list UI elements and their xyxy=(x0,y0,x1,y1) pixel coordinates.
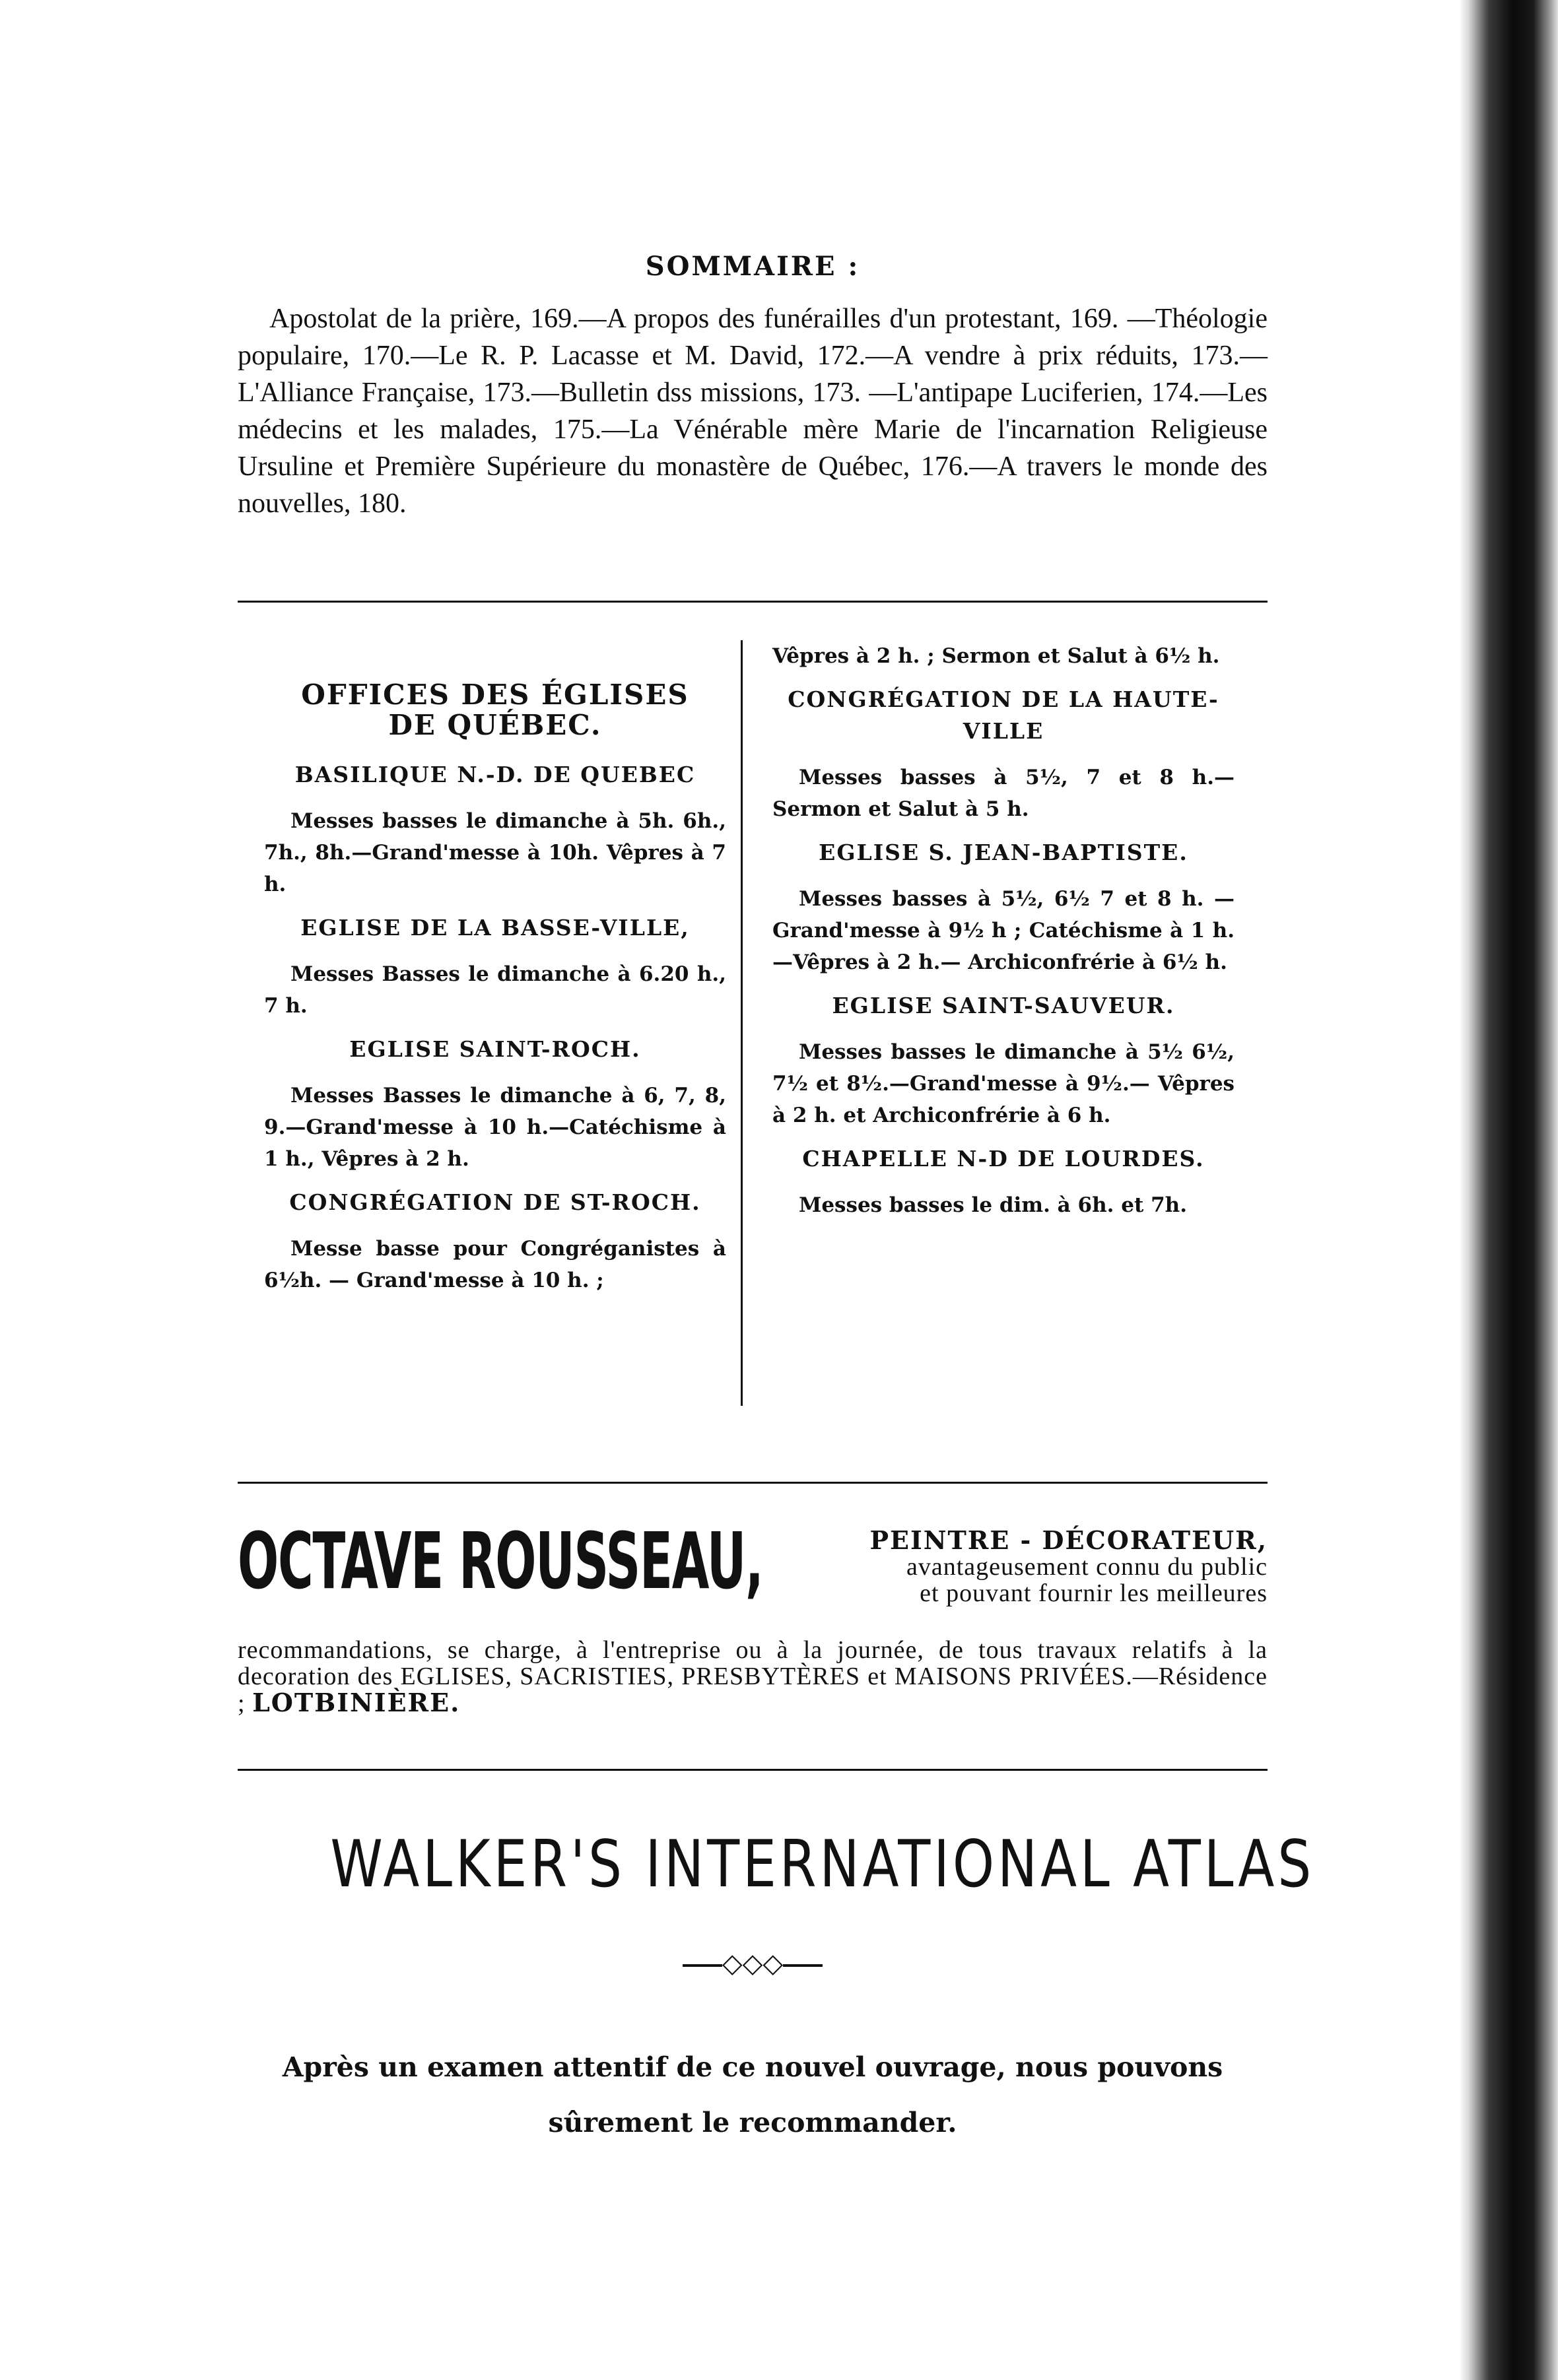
offices-title-line2: DE QUÉBEC. xyxy=(388,709,602,741)
offices-title-line1: OFFICES DES ÉGLISES xyxy=(301,678,689,711)
church-name: EGLISE DE LA BASSE-VILLE, xyxy=(300,915,690,941)
advert-trade: PEINTRE - DÉCORATEUR, xyxy=(869,1525,1268,1555)
advert-octave-rousseau xyxy=(238,1515,1268,1723)
church-schedule: Messes basses à 5½, 6½ 7 et 8 h. —Grand'messe à 9½ h ; Catéchisme à 1 h.—Vêpres à 2 h.— Archiconfrérie à 6½ h. xyxy=(772,887,1235,974)
offices-right-column xyxy=(772,640,1235,1233)
advert-residence: LOTBINIÈRE. xyxy=(252,1688,461,1717)
sommaire-title: SOMMAIRE : xyxy=(645,251,860,282)
advert-tagline xyxy=(766,1527,1268,1606)
offices-title xyxy=(264,680,726,741)
advert-body xyxy=(238,1637,1268,1717)
advert-body-text: recommandations, se charge, à l'entreprise ou à la journée, de tous travaux relatifs à la decoration des EGLISES, SACRISTIES, PRESBYTÈRES et MAISONS PRIVÉES.—Résidence ; xyxy=(238,1636,1268,1717)
church-schedule-continued: Vêpres à 2 h. ; Sermon et Salut à 6½ h. xyxy=(772,644,1220,668)
atlas-closing-line1: Après un examen attentif de ce nouvel ouvrage, nous pouvons xyxy=(282,2051,1223,2083)
church-name: CONGRÉGATION DE ST-ROCH. xyxy=(289,1189,701,1215)
church-name: BASILIQUE N.-D. DE QUEBEC xyxy=(294,762,696,787)
ornament-bar-right xyxy=(783,1964,823,1967)
advert-name: OCTAVE ROUSSEAU, xyxy=(238,1515,763,1606)
church-schedule: Messes basses à 5½, 7 et 8 h.— Sermon et Salut à 5 h. xyxy=(772,766,1235,821)
church-schedule: Messes Basses le dimanche à 6, 7, 8, 9.—Grand'messe à 10 h.—Catéchisme à 1 h., Vêpres à 2 h. xyxy=(264,1084,726,1171)
church-name: CONGRÉGATION DE LA HAUTE-VILLE xyxy=(788,686,1219,744)
column-divider xyxy=(741,640,743,1406)
divider-middle xyxy=(238,1482,1268,1484)
church-schedule: Messes Basses le dimanche à 6.20 h., 7 h. xyxy=(264,962,726,1018)
ornament-bar-left xyxy=(683,1964,722,1967)
atlas-closing-line2: sûrement le recommander. xyxy=(548,2107,957,2138)
page xyxy=(238,251,1315,2138)
church-name: EGLISE S. JEAN-BAPTISTE. xyxy=(819,840,1188,865)
offices-left-column xyxy=(264,680,726,1308)
church-name: EGLISE SAINT-ROCH. xyxy=(349,1036,641,1062)
sommaire-text: Apostolat de la prière, 169.—A propos des funérailles d'un protestant, 169. —Théologie populaire, 170.—Le R. P. Lacasse et M. David, 172.—A vendre à prix réduits, 173.—L'Alliance Française, 173.—Bulletin dss missions, 173. —L'antipape Luciferien, 174.—Les médecins et les malades, 175.—La Vénérable mère Marie de l'incarnation Religieuse Ursuline et Première Supérieure du monastère de Québec, 176.—A travers le monde des nouvelles, 180. xyxy=(238,304,1268,519)
church-schedule: Messes basses le dimanche à 5½ 6½, 7½ et 8½.—Grand'messe à 9½.— Vêpres à 2 h. et Archiconfrérie à 6 h. xyxy=(772,1040,1235,1127)
scan-edge xyxy=(1459,0,1558,2380)
church-schedule: Messes basses le dim. à 6h. et 7h. xyxy=(799,1193,1187,1217)
divider-bottom xyxy=(238,1769,1268,1771)
atlas-title: WALKER'S INTERNATIONAL ATLAS xyxy=(330,1827,1315,1902)
church-schedule: Messe basse pour Congréganistes à 6½h. — Grand'messe à 10 h. ; xyxy=(264,1237,726,1292)
advert-line2: et pouvant fournir les meilleures xyxy=(920,1579,1268,1607)
atlas-recommendation xyxy=(238,2039,1268,2150)
divider-top xyxy=(238,601,1268,603)
ornament xyxy=(238,1950,1268,1977)
advert-line1: avantageusement connu du public xyxy=(906,1553,1268,1581)
church-schedule: Messes basses le dimanche à 5h. 6h., 7h., 8h.—Grand'messe à 10h. Vêpres à 7 h. xyxy=(264,809,726,896)
church-name: EGLISE SAINT-SAUVEUR. xyxy=(832,993,1175,1018)
offices-section xyxy=(238,640,1268,1406)
ornament-glyph: ◇◇◇ xyxy=(722,1948,784,1979)
church-name: CHAPELLE N-D DE LOURDES. xyxy=(802,1146,1205,1172)
